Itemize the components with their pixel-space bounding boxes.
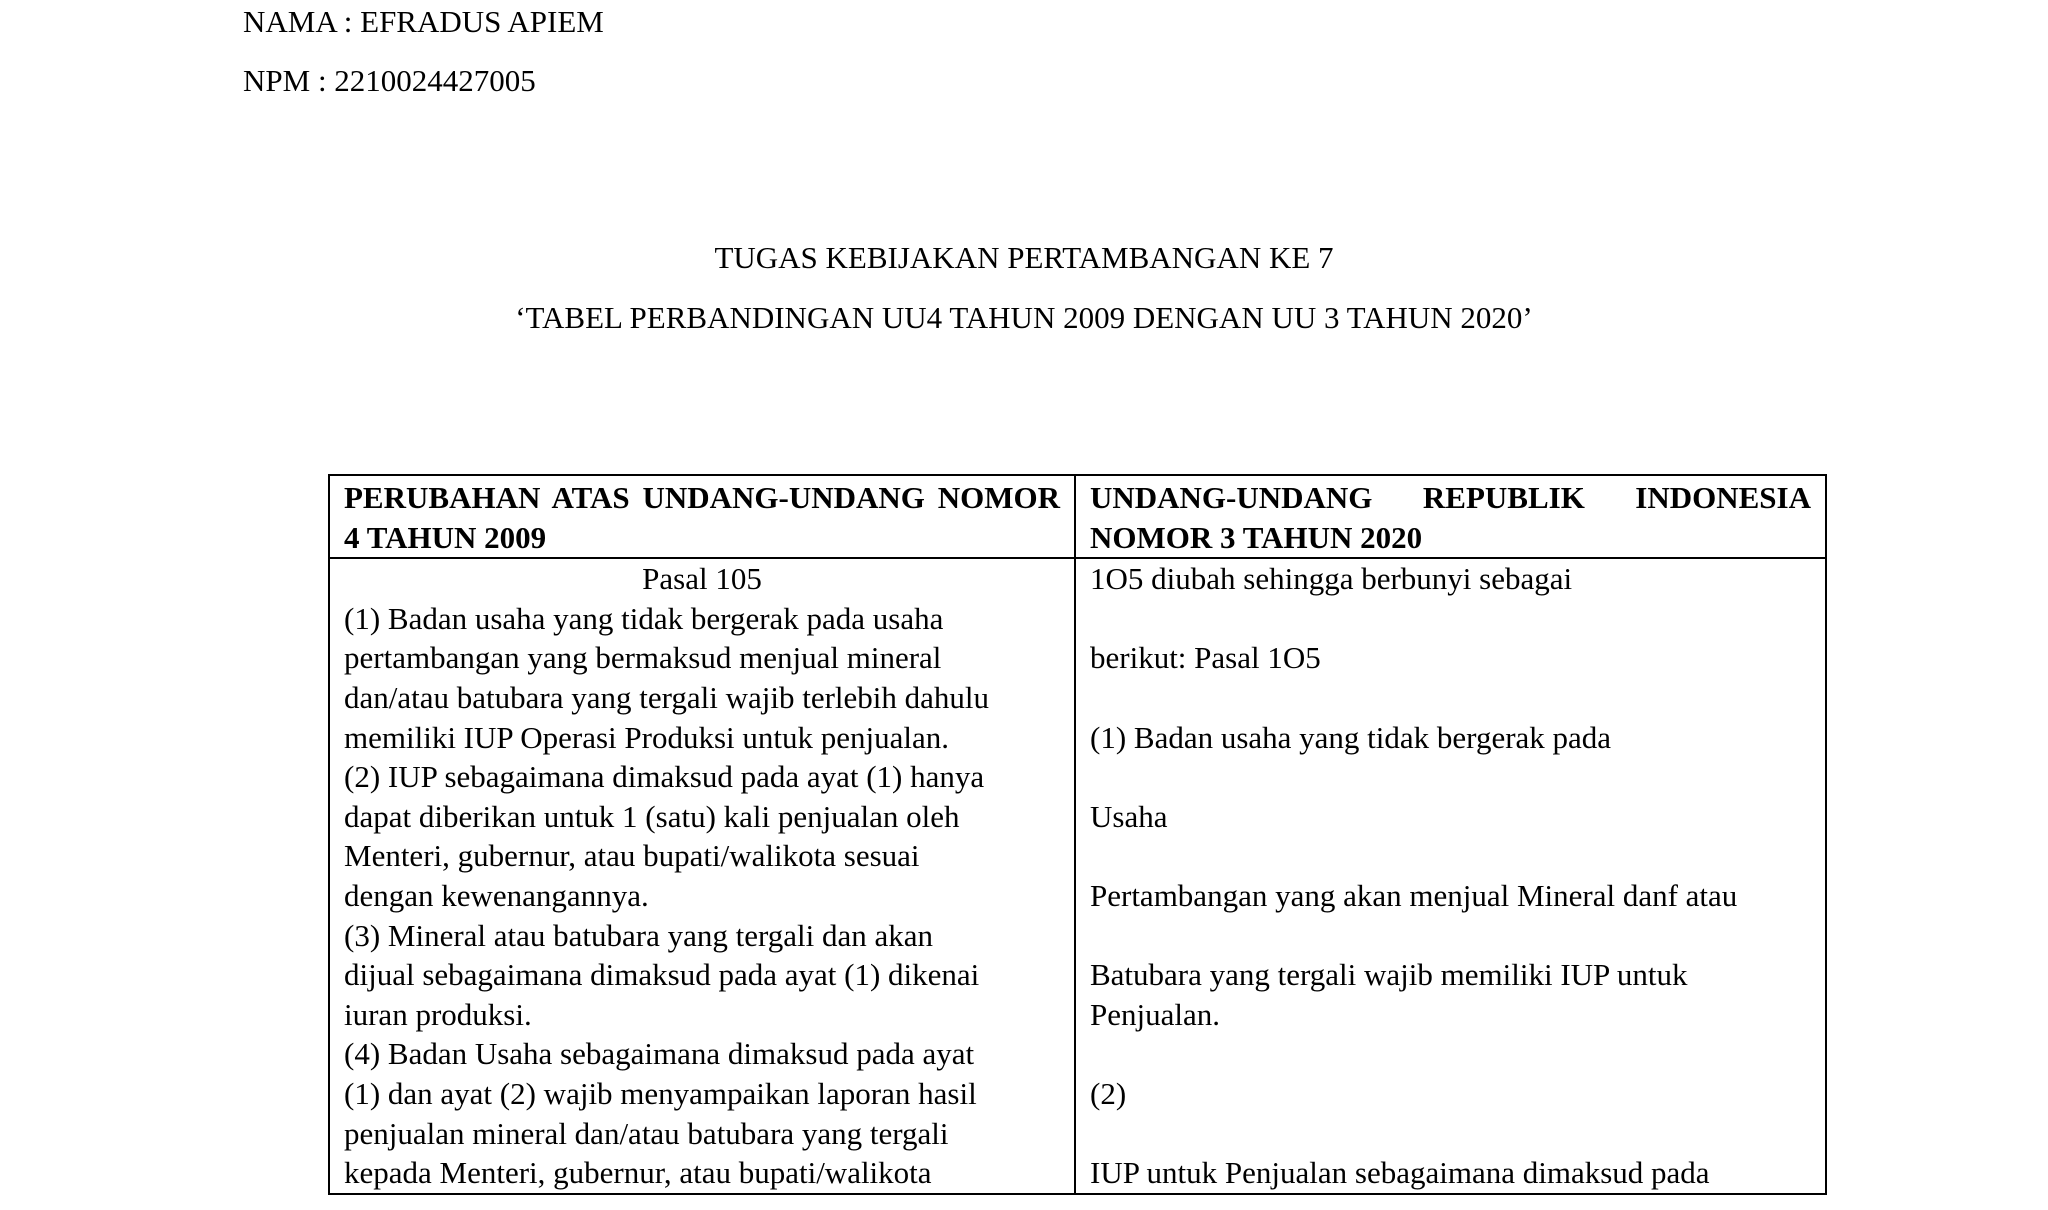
right-line: IUP untuk Penjualan sebagaimana dimaksud pada [1090,1155,1710,1191]
right-line: Penjualan. [1090,996,1220,1032]
right-line: Usaha [1090,798,1168,834]
right-line: Batubara yang tergali wajib memiliki IUP untuk [1090,957,1688,993]
document-subtitle: ‘TABEL PERBANDINGAN UU4 TAHUN 2009 DENGAN UU 3 TAHUN 2020’ [515,300,1533,335]
header-uu-3-2020: UNDANG-UNDANG REPUBLIK INDONESIA NOMOR 3 TAHUN 2020 [1075,475,1826,558]
blank-line [1090,916,1811,956]
left-line: iuran produksi. [344,996,532,1032]
table-header-row [329,475,1826,558]
left-line: (1) Badan usaha yang tidak bergerak pada usaha [344,600,944,636]
left-line: dijual sebagaimana dimaksud pada ayat (1) dikenai [344,957,980,993]
header-uu-4-2009: PERUBAHAN ATAS UNDANG-UNDANG NOMOR 4 TAHUN 2009 [329,475,1075,558]
left-line: dan/atau batubara yang tergali wajib terlebih dahulu [344,679,990,715]
left-line: Menteri, gubernur, atau bupati/walikota sesuai [344,838,920,874]
left-line: (2) IUP sebagaimana dimaksud pada ayat (1) hanya [344,759,985,795]
left-line: penjualan mineral dan/atau batubara yang tergali [344,1115,949,1151]
left-line: dengan kewenangannya. [344,877,649,913]
right-line: (1) Badan usaha yang tidak bergerak pada [1090,719,1612,755]
left-line: (3) Mineral atau batubara yang tergali dan akan [344,917,934,953]
left-line: kepada Menteri, gubernur, atau bupati/walikota [344,1155,932,1191]
document-title: TUGAS KEBIJAKAN PERTAMBANGAN KE 7 [714,240,1334,275]
cell-uu-4-2009 [329,558,1075,1194]
comparison-table [328,474,1827,1195]
blank-line [1090,757,1811,797]
blank-line [1090,836,1811,876]
right-line: Pertambangan yang akan menjual Mineral danf atau [1090,877,1738,913]
left-line: (4) Badan Usaha sebagaimana dimaksud pada ayat [344,1036,975,1072]
student-npm: NPM : 2210024427005 [243,63,536,98]
left-line: memiliki IUP Operasi Produksi untuk penjualan. [344,719,949,755]
table-body-row [329,558,1826,1194]
pasal-heading: Pasal 105 [642,561,762,597]
left-line: dapat diberikan untuk 1 (satu) kali penjualan oleh [344,798,960,834]
right-line: berikut: Pasal 1O5 [1090,640,1321,676]
student-name: NAMA : EFRADUS APIEM [243,4,604,39]
right-line: 1O5 diubah sehingga berbunyi sebagai [1090,561,1573,597]
blank-line [1090,678,1811,718]
blank-line [1090,599,1811,639]
blank-line [1090,1114,1811,1154]
right-line: (2) [1090,1075,1127,1111]
left-line: pertambangan yang bermaksud menjual mineral [344,640,942,676]
left-line: (1) dan ayat (2) wajib menyampaikan laporan hasil [344,1075,977,1111]
cell-uu-3-2020 [1075,558,1826,1194]
blank-line [1090,1034,1811,1074]
